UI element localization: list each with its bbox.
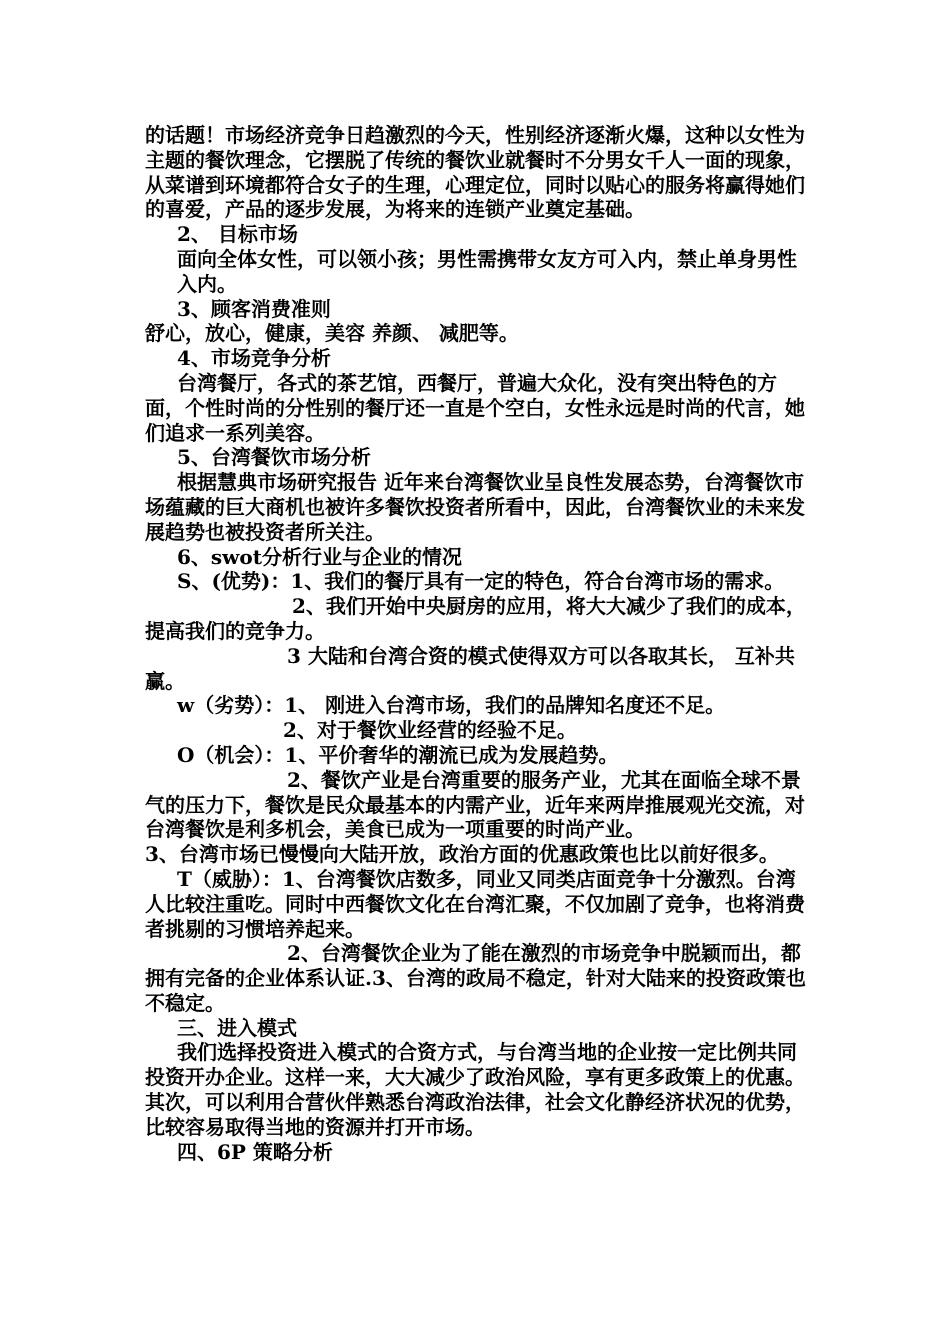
swot-opportunity-1: O（机会）：1、平价奢华的潮流已成为发展趋势。	[177, 742, 619, 767]
heading-target-market: 2、 目标市场	[177, 222, 298, 247]
paragraph-competition-analysis: 台湾餐厅，各式的茶艺馆，西餐厅，普遍大众化，没有突出特色的方面，个性时尚的分性别的餐厅还一直是个空白，女性永远是时尚的代言，她们追求一系列美容。	[145, 370, 805, 445]
swot-strength-1: S、(优势)：1、我们的餐厅具有一定的特色，符合台湾市场的需求。	[177, 569, 785, 594]
heading-6p-strategy: 四、6P 策略分析	[177, 1139, 333, 1164]
swot-opportunity-2: 2、餐饮产业是台湾重要的服务产业，尤其在面临全球不景气的压力下，餐饮是民众最基本的内需产业，近年来两岸推展观光交流，对台湾餐饮是利多机会，美食已成为一项重要的时尚产业。	[145, 767, 805, 842]
paragraph-intro: 的话题！市场经济竞争日趋激烈的今天，性别经济逐渐火爆，这种以女性为主题的餐饮理念，它摆脱了传统的餐饮业就餐时不分男女千人一面的现象，从菜谱到环境都符合女子的生理，心理定位，同时以贴心的服务将赢得她们的喜爱，产品的逐步发展，为将来的连锁产业奠定基础。	[145, 123, 805, 222]
heading-competition-analysis: 4、市场竞争分析	[177, 346, 331, 371]
swot-threat-2: 2、台湾餐饮企业为了能在激烈的市场竞争中脱颖而出，都拥有完备的企业体系认证.3、台湾的政局不稳定，针对大陆来的投资政策也不稳定。	[145, 941, 806, 1015]
swot-weakness-1: w（劣势）：1、 刚进入台湾市场，我们的品牌知名度还不足。	[177, 693, 726, 718]
swot-threat-1: T（威胁）：1、台湾餐饮店数多，同业又同类店面竞争十分激烈。台湾人比较注重吃。同时中西餐饮文化在台湾汇聚，不仅加剧了竞争，也将消费者挑剔的习惯培养起来。	[145, 866, 805, 941]
heading-swot: 6、swot分析行业与企业的情况	[177, 544, 462, 569]
heading-entry-mode: 三、进入模式	[177, 1015, 297, 1040]
swot-strength-2: 2、我们开始中央厨房的应用，将大大减少了我们的成本，提高我们的竞争力。	[145, 594, 806, 643]
heading-consumer-principles: 3、顾客消费准则	[177, 296, 331, 321]
paragraph-market-analysis: 根据慧典市场研究报告 近年来台湾餐饮业呈良性发展态势，台湾餐饮市场蕴藏的巨大商机也被许多餐饮投资者所看中，因此，台湾餐饮业的未来发展趋势也被投资者所关注。	[145, 470, 805, 544]
swot-weakness-2: 2、对于餐饮业经营的经验不足。	[283, 718, 577, 743]
paragraph-entry-mode: 我们选择投资进入模式的合资方式，与台湾当地的企业按一定比例共同投资开办企业。这样一来，大大减少了政治风险，享有更多政策上的优惠。其次，可以利用合营伙伴熟悉台湾政治法律，社会文化静经济状况的优势，比较容易取得当地的资源并打开市场。	[145, 1040, 805, 1139]
document-body	[145, 123, 810, 1164]
swot-opportunity-3: 3、台湾市场已慢慢向大陆开放，政治方面的优惠政策也比以前好很多。	[145, 842, 779, 867]
swot-strength-3: 3 大陆和台湾合资的模式使得双方可以各取其长， 互补共赢。	[145, 643, 795, 693]
paragraph-target-market: 面向全体女性，可以领小孩；男性需携带女友方可入内，禁止单身男性入内。	[177, 246, 797, 296]
heading-market-analysis: 5、台湾餐饮市场分析	[177, 445, 371, 470]
paragraph-consumer-principles: 舒心，放心，健康，美容 养颜、 减肥等。	[145, 321, 519, 346]
